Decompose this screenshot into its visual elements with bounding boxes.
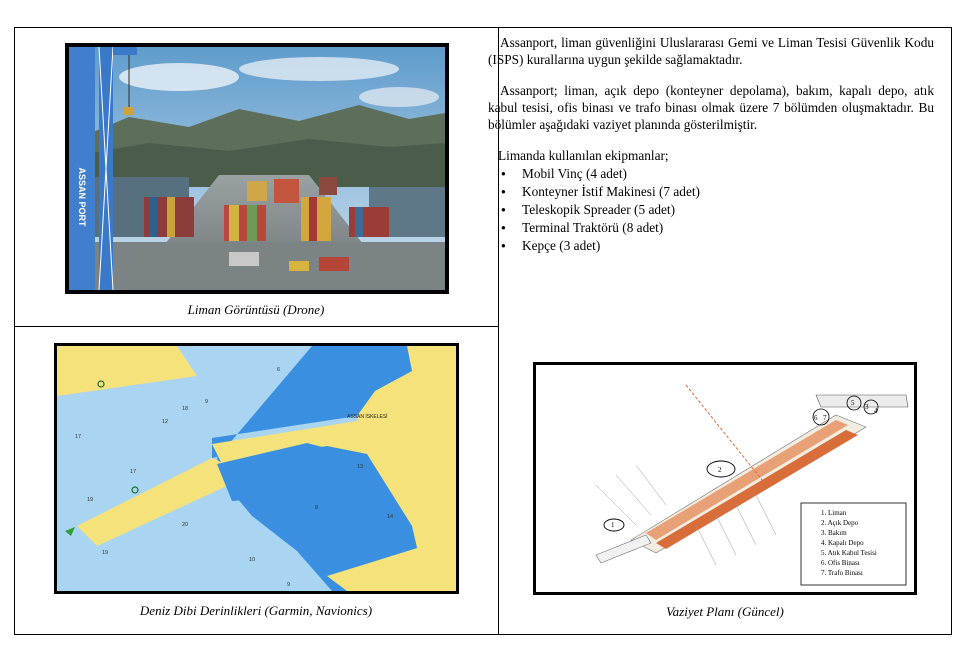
legend-item: 5. Atık Kabul Tesisi: [821, 549, 877, 557]
pier-label: ASSAN İSKELESİ: [347, 414, 388, 420]
sounding-label: 18: [182, 406, 189, 412]
legend-item: 2. Açık Depo: [821, 519, 859, 527]
legend-item: 4. Kapalı Depo: [821, 539, 864, 547]
list-item: ● Teleskopik Spreader (5 adet): [522, 201, 934, 219]
sounding-label: 9: [287, 582, 291, 588]
equipment-title: Limanda kullanılan ekipmanlar;: [498, 148, 669, 163]
site-plan-marker: 3: [865, 403, 869, 411]
depth-chart-svg: [57, 346, 456, 591]
equipment-list: [488, 165, 934, 255]
crane-lettering: ASSAN PORT: [77, 167, 87, 227]
legend-item: 6. Ofis Binası: [821, 559, 860, 567]
sounding-label: 13: [357, 464, 364, 470]
legend-item: 3. Bakım: [821, 529, 847, 537]
sounding-label: 12: [162, 419, 169, 425]
site-plan-marker: 6: [814, 414, 818, 422]
list-item: ● Terminal Traktörü (8 adet): [522, 219, 934, 237]
depth-chart: [54, 343, 459, 594]
site-plan-marker: 1: [611, 521, 615, 529]
description-text: [488, 34, 934, 255]
sounding-label: 14: [387, 514, 394, 520]
site-plan-caption: Vaziyet Planı (Güncel): [666, 604, 784, 619]
site-plan-marker: 2: [718, 466, 722, 474]
sounding-label: 17: [75, 434, 82, 440]
sounding-label: 8: [315, 505, 319, 511]
site-plan-marker: 4: [874, 407, 878, 415]
sounding-label: 9: [205, 399, 209, 405]
legend-item: 7. Trafo Binası: [821, 569, 863, 577]
list-item: ● Konteyner İstif Makinesi (7 adet): [522, 183, 934, 201]
sounding-label: 20: [182, 522, 189, 528]
depth-chart-caption: Deniz Dibi Derinlikleri (Garmin, Navionics): [139, 603, 373, 618]
site-plan-svg: [536, 365, 914, 592]
sounding-label: 19: [102, 550, 109, 556]
list-item: ● Mobil Vinç (4 adet): [522, 165, 934, 183]
paragraph-isps: Assanport, liman güvenliğini Uluslararası Gemi ve Liman Tesisi Güvenlik Kodu (ISPS) kurallarına uygun şekilde sağlamaktadır.: [488, 35, 934, 67]
legend-item: 1. Liman: [821, 509, 847, 517]
table-divider-horizontal: [15, 326, 499, 327]
site-plan: [533, 362, 917, 595]
drone-photo-caption: Liman Görüntüsü (Drone): [187, 302, 325, 317]
site-plan-marker: 7: [823, 414, 827, 422]
sounding-label: 19: [87, 497, 94, 503]
paragraph-sections: Assanport; liman, açık depo (konteyner depolama), bakım, kapalı depo, atık kabul tesisi, ofis binası ve trafo binası olmak üzere 7 bölümden oluşmaktadır. Bu bölümler aşağıdaki vaziyet planında gösterilmiştir.: [488, 83, 934, 132]
drone-photo-svg: [69, 47, 445, 290]
drone-photo: [65, 43, 449, 294]
sounding-label: 6: [277, 367, 281, 373]
sounding-label: 10: [249, 557, 256, 563]
sounding-label: 17: [130, 469, 137, 475]
site-plan-marker: 5: [851, 399, 855, 407]
list-item: ● Kepçe (3 adet): [522, 237, 934, 255]
